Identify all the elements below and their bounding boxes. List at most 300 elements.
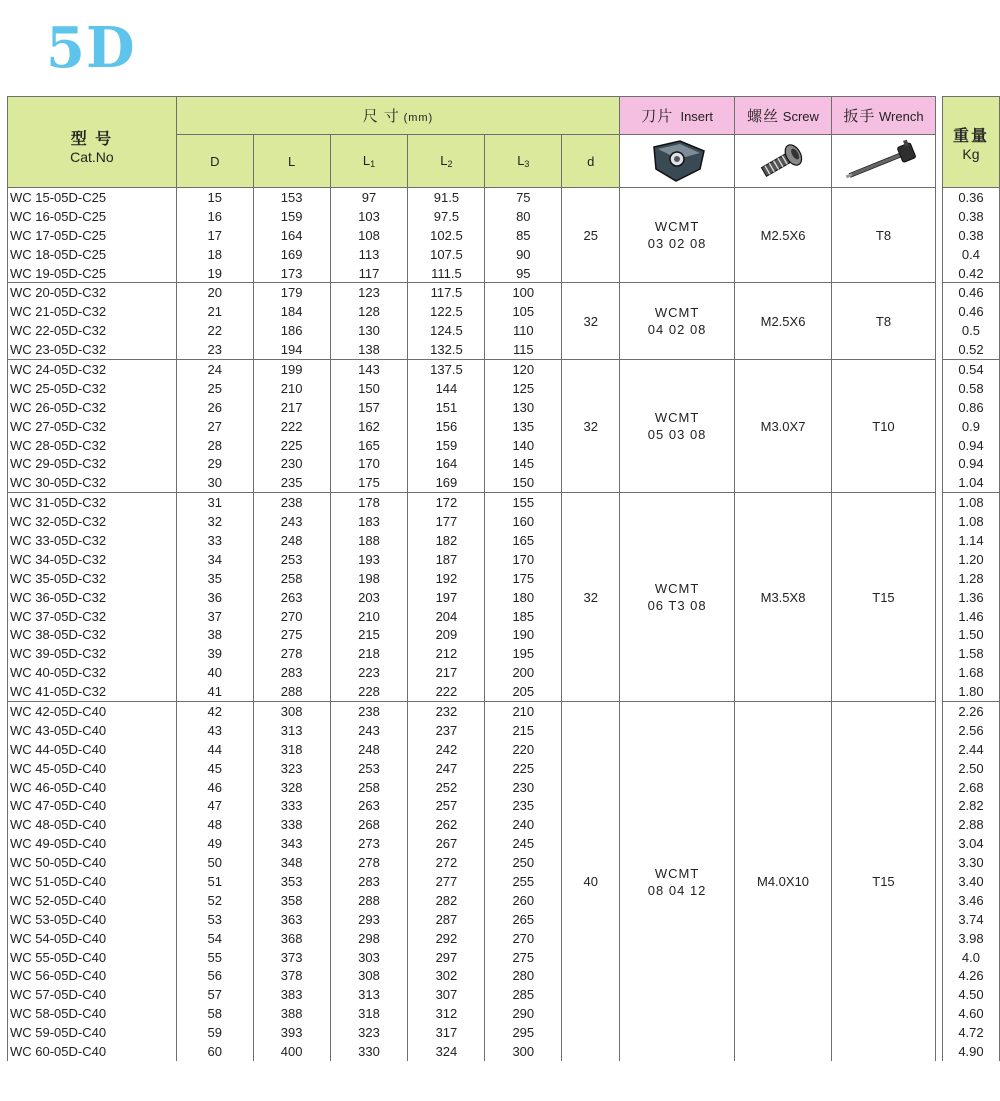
dim-L1-cell: 157 [330, 398, 408, 417]
cat-no-cell: WC 22-05D-C32 [8, 321, 177, 340]
dim-D-cell: 58 [176, 1004, 253, 1023]
dim-L1-cell: 288 [330, 891, 408, 910]
dim-L-cell: 328 [253, 778, 330, 797]
dim-D-cell: 53 [176, 910, 253, 929]
dim-L1-cell: 210 [330, 607, 408, 626]
dim-L3-cell: 210 [485, 702, 562, 721]
column-gap [935, 188, 942, 283]
dim-D-cell: 31 [176, 493, 253, 512]
dim-L-cell: 308 [253, 702, 330, 721]
cat-no-cell: WC 16-05D-C25 [8, 207, 177, 226]
cat-no-cell: WC 29-05D-C32 [8, 454, 177, 473]
screw-header-en: Screw [782, 109, 819, 124]
dim-L3-cell: 75 [485, 188, 562, 207]
cat-no-cell: WC 50-05D-C40 [8, 853, 177, 872]
cat-no-cell: WC 59-05D-C40 [8, 1023, 177, 1042]
dim-D-cell: 42 [176, 702, 253, 721]
dim-D-cell: 40 [176, 663, 253, 682]
dim-L1-cell: 130 [330, 321, 408, 340]
wrench-cell: T10 [832, 360, 936, 493]
dim-D-cell: 54 [176, 929, 253, 948]
insert-icon-cell [620, 135, 735, 188]
insert-name: WCMT [654, 865, 700, 881]
dim-L2-cell: 297 [408, 948, 485, 967]
dim-L2-cell: 222 [408, 682, 485, 701]
weight-cell: 4.60 [942, 1004, 999, 1023]
insert-cell [620, 283, 735, 360]
dim-L3-cell: 155 [485, 493, 562, 512]
shank-d-cell: 32 [562, 283, 620, 360]
cat-no-cell: WC 38-05D-C32 [8, 625, 177, 644]
dim-L3-cell: 265 [485, 910, 562, 929]
dim-D-cell: 29 [176, 454, 253, 473]
dim-L1-cell: 97 [330, 188, 408, 207]
weight-cell: 0.94 [942, 436, 999, 455]
dim-L-cell: 225 [253, 436, 330, 455]
dim-L-cell: 373 [253, 948, 330, 967]
dim-L1-cell: 203 [330, 588, 408, 607]
dim-D-cell: 28 [176, 436, 253, 455]
table-row [8, 702, 1000, 721]
dim-L-cell: 258 [253, 569, 330, 588]
col-L2-header: $L_2$ [408, 135, 485, 188]
weight-cell: 0.54 [942, 360, 999, 379]
insert-code: 03 02 08 [647, 236, 707, 252]
cat-no-cell: WC 37-05D-C32 [8, 607, 177, 626]
wrench-icon [841, 139, 925, 183]
dim-L1-cell: 238 [330, 702, 408, 721]
dim-L2-cell: 252 [408, 778, 485, 797]
dim-D-cell: 35 [176, 569, 253, 588]
col-L1-header: $L_1$ [330, 135, 408, 188]
weight-cell: 1.68 [942, 663, 999, 682]
dim-L2-cell: 111.5 [408, 264, 485, 283]
dim-L2-cell: 277 [408, 872, 485, 891]
weight-cell: 2.68 [942, 778, 999, 797]
dim-D-cell: 24 [176, 360, 253, 379]
wrench-cell: T8 [832, 283, 936, 360]
dim-L-cell: 393 [253, 1023, 330, 1042]
column-gap [935, 97, 942, 188]
dim-D-cell: 46 [176, 778, 253, 797]
insert-name: WCMT [654, 219, 700, 235]
dim-L1-cell: 278 [330, 853, 408, 872]
dim-L3-cell: 145 [485, 454, 562, 473]
dim-L1-cell: 113 [330, 245, 408, 264]
dim-D-cell: 37 [176, 607, 253, 626]
dim-L-cell: 153 [253, 188, 330, 207]
dim-L-cell: 343 [253, 834, 330, 853]
dimensions-header-unit: (mm) [403, 112, 434, 124]
dim-L2-cell: 292 [408, 929, 485, 948]
dim-L1-cell: 108 [330, 226, 408, 245]
dim-L3-cell: 285 [485, 985, 562, 1004]
dim-L-cell: 313 [253, 721, 330, 740]
cat-no-cell: WC 41-05D-C32 [8, 682, 177, 701]
cat-no-cell: WC 21-05D-C32 [8, 302, 177, 321]
dim-L-cell: 388 [253, 1004, 330, 1023]
dim-L2-cell: 302 [408, 967, 485, 986]
dim-L3-cell: 135 [485, 417, 562, 436]
wrench-header [832, 97, 936, 135]
insert-code: 04 02 08 [647, 322, 707, 338]
dim-L2-cell: 107.5 [408, 245, 485, 264]
dim-L-cell: 383 [253, 985, 330, 1004]
dim-L-cell: 199 [253, 360, 330, 379]
insert-code: 06 T3 08 [647, 598, 707, 614]
weight-cell: 4.72 [942, 1023, 999, 1042]
cat-no-cell: WC 43-05D-C40 [8, 721, 177, 740]
dim-L3-cell: 95 [485, 264, 562, 283]
column-gap [935, 493, 942, 702]
weight-cell: 1.04 [942, 473, 999, 492]
dim-D-cell: 15 [176, 188, 253, 207]
dim-L1-cell: 103 [330, 207, 408, 226]
dim-L3-cell: 80 [485, 207, 562, 226]
dim-D-cell: 16 [176, 207, 253, 226]
screw-cell: M2.5X6 [735, 283, 832, 360]
dim-L2-cell: 307 [408, 985, 485, 1004]
dim-L1-cell: 143 [330, 360, 408, 379]
cat-no-cell: WC 28-05D-C32 [8, 436, 177, 455]
dim-L-cell: 333 [253, 797, 330, 816]
shank-d-cell: 25 [562, 188, 620, 283]
weight-cell: 2.56 [942, 721, 999, 740]
dim-L2-cell: 257 [408, 797, 485, 816]
cat-no-cell: WC 35-05D-C32 [8, 569, 177, 588]
wrench-header-en: Wrench [879, 109, 924, 124]
dim-L-cell: 169 [253, 245, 330, 264]
dim-D-cell: 26 [176, 398, 253, 417]
dim-D-cell: 49 [176, 834, 253, 853]
weight-cell: 1.46 [942, 607, 999, 626]
dim-L2-cell: 187 [408, 550, 485, 569]
dim-L1-cell: 128 [330, 302, 408, 321]
dim-L2-cell: 156 [408, 417, 485, 436]
dim-D-cell: 25 [176, 379, 253, 398]
dim-L2-cell: 282 [408, 891, 485, 910]
weight-cell: 1.80 [942, 682, 999, 701]
dim-L2-cell: 172 [408, 493, 485, 512]
dim-D-cell: 21 [176, 302, 253, 321]
dim-L2-cell: 212 [408, 644, 485, 663]
dim-L3-cell: 105 [485, 302, 562, 321]
cat-no-cell: WC 19-05D-C25 [8, 264, 177, 283]
cat-no-cell: WC 51-05D-C40 [8, 872, 177, 891]
cat-no-cell: WC 52-05D-C40 [8, 891, 177, 910]
dim-L2-cell: 144 [408, 379, 485, 398]
dim-L1-cell: 162 [330, 417, 408, 436]
dim-L-cell: 288 [253, 682, 330, 701]
dim-L2-cell: 197 [408, 588, 485, 607]
spec-table [7, 96, 1000, 1061]
dim-D-cell: 50 [176, 853, 253, 872]
dim-L2-cell: 102.5 [408, 226, 485, 245]
cat-no-cell: WC 46-05D-C40 [8, 778, 177, 797]
dim-L-cell: 248 [253, 531, 330, 550]
dim-L1-cell: 308 [330, 967, 408, 986]
weight-cell: 0.52 [942, 340, 999, 359]
wrench-cell: T8 [832, 188, 936, 283]
spec-table-body [8, 188, 1000, 1061]
dim-L-cell: 278 [253, 644, 330, 663]
dim-D-cell: 39 [176, 644, 253, 663]
cat-no-cell: WC 45-05D-C40 [8, 759, 177, 778]
dim-L3-cell: 235 [485, 797, 562, 816]
weight-cell: 1.14 [942, 531, 999, 550]
screw-icon [753, 139, 813, 183]
dim-L2-cell: 192 [408, 569, 485, 588]
cat-no-cell: WC 58-05D-C40 [8, 1004, 177, 1023]
dim-L2-cell: 97.5 [408, 207, 485, 226]
dim-L1-cell: 298 [330, 929, 408, 948]
cat-no-cell: WC 53-05D-C40 [8, 910, 177, 929]
screw-cell: M3.0X7 [735, 360, 832, 493]
dim-L1-cell: 178 [330, 493, 408, 512]
dim-L2-cell: 217 [408, 663, 485, 682]
weight-cell: 2.50 [942, 759, 999, 778]
dim-L3-cell: 195 [485, 644, 562, 663]
table-row [8, 360, 1000, 379]
insert-cell [620, 702, 735, 1061]
dim-D-cell: 51 [176, 872, 253, 891]
dim-L-cell: 230 [253, 454, 330, 473]
cat-no-cell: WC 49-05D-C40 [8, 834, 177, 853]
dim-L-cell: 186 [253, 321, 330, 340]
dim-L-cell: 235 [253, 473, 330, 492]
col-D-header: D [176, 135, 253, 188]
column-gap [935, 702, 942, 1061]
insert-header-cn: 刀片 [641, 108, 674, 125]
dim-L-cell: 222 [253, 417, 330, 436]
weight-cell: 2.44 [942, 740, 999, 759]
shank-d-cell: 40 [562, 702, 620, 1061]
weight-cell: 3.46 [942, 891, 999, 910]
insert-icon [646, 139, 708, 183]
dim-D-cell: 30 [176, 473, 253, 492]
dim-L-cell: 159 [253, 207, 330, 226]
cat-no-cell: WC 26-05D-C32 [8, 398, 177, 417]
wrench-cell: T15 [832, 702, 936, 1061]
cat-no-cell: WC 36-05D-C32 [8, 588, 177, 607]
dim-L2-cell: 132.5 [408, 340, 485, 359]
dim-D-cell: 23 [176, 340, 253, 359]
dim-L-cell: 283 [253, 663, 330, 682]
dim-D-cell: 38 [176, 625, 253, 644]
dim-L2-cell: 324 [408, 1042, 485, 1061]
dim-L3-cell: 275 [485, 948, 562, 967]
dim-L-cell: 400 [253, 1042, 330, 1061]
dim-D-cell: 45 [176, 759, 253, 778]
dim-L3-cell: 110 [485, 321, 562, 340]
weight-cell: 0.36 [942, 188, 999, 207]
dim-L2-cell: 91.5 [408, 188, 485, 207]
cat-no-cell: WC 25-05D-C32 [8, 379, 177, 398]
col-L3-header: $L_3$ [485, 135, 562, 188]
dim-L2-cell: 204 [408, 607, 485, 626]
cat-no-cell: WC 30-05D-C32 [8, 473, 177, 492]
weight-cell: 1.08 [942, 493, 999, 512]
cat-no-cell: WC 56-05D-C40 [8, 967, 177, 986]
dim-L2-cell: 159 [408, 436, 485, 455]
column-gap [935, 360, 942, 493]
dim-D-cell: 22 [176, 321, 253, 340]
dim-L3-cell: 140 [485, 436, 562, 455]
dim-L1-cell: 117 [330, 264, 408, 283]
dim-L2-cell: 247 [408, 759, 485, 778]
cat-no-cell: WC 32-05D-C32 [8, 512, 177, 531]
cat-no-cell: WC 54-05D-C40 [8, 929, 177, 948]
weight-cell: 0.9 [942, 417, 999, 436]
dim-L-cell: 173 [253, 264, 330, 283]
dim-L-cell: 323 [253, 759, 330, 778]
insert-name: WCMT [654, 410, 700, 426]
weight-cell: 4.0 [942, 948, 999, 967]
dim-L1-cell: 223 [330, 663, 408, 682]
dim-D-cell: 60 [176, 1042, 253, 1061]
cat-no-cell: WC 18-05D-C25 [8, 245, 177, 264]
dim-D-cell: 20 [176, 283, 253, 302]
col-d-header: d [562, 135, 620, 188]
cat-no-cell: WC 55-05D-C40 [8, 948, 177, 967]
weight-cell: 4.90 [942, 1042, 999, 1061]
dim-L3-cell: 255 [485, 872, 562, 891]
dim-L-cell: 368 [253, 929, 330, 948]
dim-L3-cell: 220 [485, 740, 562, 759]
screw-icon-cell [735, 135, 832, 188]
dim-L-cell: 263 [253, 588, 330, 607]
cat-no-cell: WC 17-05D-C25 [8, 226, 177, 245]
dim-D-cell: 55 [176, 948, 253, 967]
dim-L-cell: 253 [253, 550, 330, 569]
insert-header [620, 97, 735, 135]
dim-L2-cell: 151 [408, 398, 485, 417]
dim-L3-cell: 130 [485, 398, 562, 417]
cat-no-cell: WC 40-05D-C32 [8, 663, 177, 682]
screw-cell: M2.5X6 [735, 188, 832, 283]
dim-L1-cell: 330 [330, 1042, 408, 1061]
dim-L3-cell: 160 [485, 512, 562, 531]
dim-L1-cell: 303 [330, 948, 408, 967]
weight-cell: 3.98 [942, 929, 999, 948]
page-title: 5D [46, 15, 136, 81]
dim-L2-cell: 122.5 [408, 302, 485, 321]
dim-L-cell: 338 [253, 815, 330, 834]
dim-D-cell: 32 [176, 512, 253, 531]
weight-header [942, 97, 999, 188]
dim-L-cell: 238 [253, 493, 330, 512]
dim-L3-cell: 260 [485, 891, 562, 910]
dim-L2-cell: 267 [408, 834, 485, 853]
dim-L3-cell: 280 [485, 967, 562, 986]
dim-L-cell: 353 [253, 872, 330, 891]
dim-L1-cell: 258 [330, 778, 408, 797]
dim-D-cell: 48 [176, 815, 253, 834]
weight-cell: 3.74 [942, 910, 999, 929]
dim-L-cell: 210 [253, 379, 330, 398]
dim-L2-cell: 117.5 [408, 283, 485, 302]
insert-cell [620, 360, 735, 493]
dim-L-cell: 275 [253, 625, 330, 644]
dim-L2-cell: 177 [408, 512, 485, 531]
dim-L1-cell: 123 [330, 283, 408, 302]
dim-D-cell: 41 [176, 682, 253, 701]
dim-L-cell: 164 [253, 226, 330, 245]
dimensions-header-label: 尺 寸 [362, 108, 400, 125]
weight-cell: 2.26 [942, 702, 999, 721]
catno-header-cn: 型 号 [70, 130, 114, 148]
dim-L3-cell: 120 [485, 360, 562, 379]
column-gap [935, 283, 942, 360]
dim-L1-cell: 193 [330, 550, 408, 569]
dim-L2-cell: 287 [408, 910, 485, 929]
cat-no-cell: WC 20-05D-C32 [8, 283, 177, 302]
dim-L2-cell: 209 [408, 625, 485, 644]
dim-L2-cell: 272 [408, 853, 485, 872]
screw-cell: M4.0X10 [735, 702, 832, 1061]
dim-D-cell: 52 [176, 891, 253, 910]
dim-L3-cell: 100 [485, 283, 562, 302]
dim-L-cell: 363 [253, 910, 330, 929]
shank-d-cell: 32 [562, 360, 620, 493]
wrench-header-cn: 扳手 [843, 108, 876, 125]
weight-cell: 3.40 [942, 872, 999, 891]
cat-no-cell: WC 24-05D-C32 [8, 360, 177, 379]
dim-D-cell: 36 [176, 588, 253, 607]
dim-L1-cell: 313 [330, 985, 408, 1004]
dim-L3-cell: 240 [485, 815, 562, 834]
dim-D-cell: 27 [176, 417, 253, 436]
wrench-icon-cell [832, 135, 936, 188]
dim-D-cell: 57 [176, 985, 253, 1004]
screw-cell: M3.5X8 [735, 493, 832, 702]
weight-cell: 0.38 [942, 226, 999, 245]
cat-no-cell: WC 31-05D-C32 [8, 493, 177, 512]
dim-L1-cell: 253 [330, 759, 408, 778]
dim-L2-cell: 237 [408, 721, 485, 740]
insert-cell [620, 188, 735, 283]
dim-L1-cell: 175 [330, 473, 408, 492]
dim-D-cell: 34 [176, 550, 253, 569]
dim-L2-cell: 312 [408, 1004, 485, 1023]
dim-L3-cell: 85 [485, 226, 562, 245]
dim-L2-cell: 169 [408, 473, 485, 492]
dim-L1-cell: 150 [330, 379, 408, 398]
dim-L3-cell: 215 [485, 721, 562, 740]
weight-cell: 0.58 [942, 379, 999, 398]
table-row [8, 188, 1000, 207]
dim-L2-cell: 242 [408, 740, 485, 759]
dim-L2-cell: 137.5 [408, 360, 485, 379]
insert-code: 08 04 12 [647, 882, 707, 898]
dim-L3-cell: 270 [485, 929, 562, 948]
dim-L-cell: 348 [253, 853, 330, 872]
dim-L2-cell: 182 [408, 531, 485, 550]
table-row [8, 493, 1000, 512]
insert-cell [620, 493, 735, 702]
dim-D-cell: 33 [176, 531, 253, 550]
dim-L1-cell: 228 [330, 682, 408, 701]
insert-code: 05 03 08 [647, 427, 707, 443]
dim-L1-cell: 215 [330, 625, 408, 644]
dim-L-cell: 184 [253, 302, 330, 321]
dim-L3-cell: 295 [485, 1023, 562, 1042]
cat-no-cell: WC 60-05D-C40 [8, 1042, 177, 1061]
dim-L3-cell: 170 [485, 550, 562, 569]
dim-L-cell: 179 [253, 283, 330, 302]
dim-L2-cell: 232 [408, 702, 485, 721]
dim-L1-cell: 268 [330, 815, 408, 834]
